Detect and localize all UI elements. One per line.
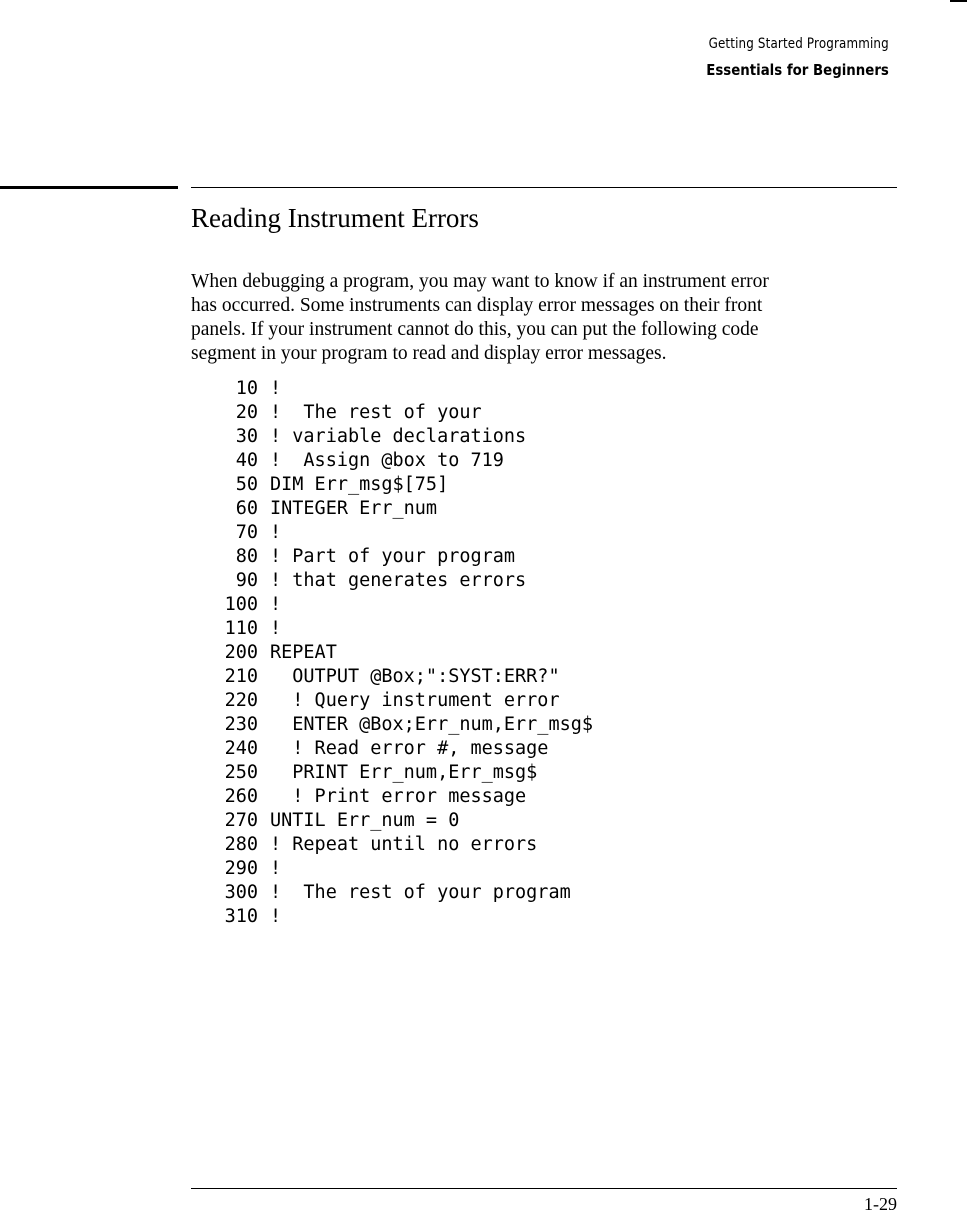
code-line [222, 377, 593, 401]
code-line-number: 230 [224, 714, 258, 735]
code-line-text: ENTER @Box;Err_num,Err_msg$ [270, 714, 594, 735]
page-number: 1-29 [864, 1194, 897, 1214]
code-line [222, 689, 593, 713]
code-line [222, 641, 593, 665]
code-line-text: ! [270, 522, 282, 543]
code-line-text: ! [270, 618, 282, 639]
code-line [222, 785, 593, 809]
code-line [222, 425, 593, 449]
code-line-text: REPEAT [270, 642, 337, 663]
code-line-text: ! Part of your program [270, 546, 516, 567]
code-line-text: ! [270, 906, 282, 927]
code-line-number: 300 [224, 882, 258, 903]
code-line-number: 40 [235, 450, 258, 471]
section-rule-left [0, 186, 178, 189]
code-line-number: 240 [224, 738, 258, 759]
code-line-text: ! [270, 858, 282, 879]
code-line-number: 200 [224, 642, 258, 663]
section-title: Reading Instrument Errors [191, 203, 479, 233]
code-line [222, 593, 593, 617]
code-line-text: ! that generates errors [270, 570, 527, 591]
footer-rule [191, 1188, 897, 1189]
code-line-number: 50 [235, 474, 258, 495]
code-line-number: 210 [224, 666, 258, 687]
code-line [222, 617, 593, 641]
code-line [222, 833, 593, 857]
code-line-number: 70 [235, 522, 258, 543]
code-line-text: UNTIL Err_num = 0 [270, 810, 460, 831]
code-line [222, 473, 593, 497]
code-line [222, 401, 593, 425]
running-head [669, 34, 889, 80]
code-line-text: ! Print error message [270, 786, 527, 807]
code-line [222, 881, 593, 905]
code-line [222, 665, 593, 689]
intro-line: segment in your program to read and display error messages. [191, 343, 667, 364]
intro-line: panels. If your instrument cannot do this, you can put the following code [191, 319, 759, 340]
corner-mark [950, 0, 967, 2]
code-line-number: 220 [224, 690, 258, 711]
code-listing [222, 377, 593, 929]
code-line-text: ! [270, 594, 282, 615]
code-line-text: PRINT Err_num,Err_msg$ [270, 762, 538, 783]
code-line-text: ! Query instrument error [270, 690, 560, 711]
code-line-number: 280 [224, 834, 258, 855]
code-line-text: ! The rest of your program [270, 882, 571, 903]
code-line-number: 80 [235, 546, 258, 567]
code-line [222, 569, 593, 593]
code-line [222, 521, 593, 545]
code-line-text: DIM Err_msg$[75] [270, 474, 449, 495]
running-head-section: Essentials for Beginners [706, 61, 889, 79]
code-line-text: ! Assign @box to 719 [270, 450, 504, 471]
code-line [222, 809, 593, 833]
intro-line: has occurred. Some instruments can display error messages on their front [191, 295, 763, 316]
code-line-number: 20 [235, 402, 258, 423]
code-line-text: OUTPUT @Box;":SYST:ERR?" [270, 666, 560, 687]
code-line [222, 761, 593, 785]
code-line-number: 110 [224, 618, 258, 639]
code-line-number: 90 [235, 570, 258, 591]
code-line-number: 10 [235, 378, 258, 399]
code-line [222, 449, 593, 473]
code-line-text: ! Read error #, message [270, 738, 549, 759]
code-line-number: 260 [224, 786, 258, 807]
intro-line: When debugging a program, you may want to know if an instrument error [191, 271, 769, 292]
code-line-number: 60 [235, 498, 258, 519]
running-head-chapter: Getting Started Programming [708, 36, 889, 52]
code-line-text: ! variable declarations [270, 426, 527, 447]
code-line-number: 30 [235, 426, 258, 447]
code-line [222, 545, 593, 569]
code-line [222, 857, 593, 881]
code-line-number: 100 [224, 594, 258, 615]
code-line-number: 290 [224, 858, 258, 879]
section-rule-right [191, 187, 897, 188]
code-line-text: ! Repeat until no errors [270, 834, 538, 855]
code-line [222, 737, 593, 761]
code-line-text: ! [270, 378, 282, 399]
code-line-number: 270 [224, 810, 258, 831]
code-line [222, 497, 593, 521]
code-line-number: 310 [224, 906, 258, 927]
code-line-text: ! The rest of your [270, 402, 482, 423]
code-line-number: 250 [224, 762, 258, 783]
code-line-text: INTEGER Err_num [270, 498, 438, 519]
code-line [222, 713, 593, 737]
code-line [222, 905, 593, 929]
intro-paragraph [191, 270, 769, 366]
